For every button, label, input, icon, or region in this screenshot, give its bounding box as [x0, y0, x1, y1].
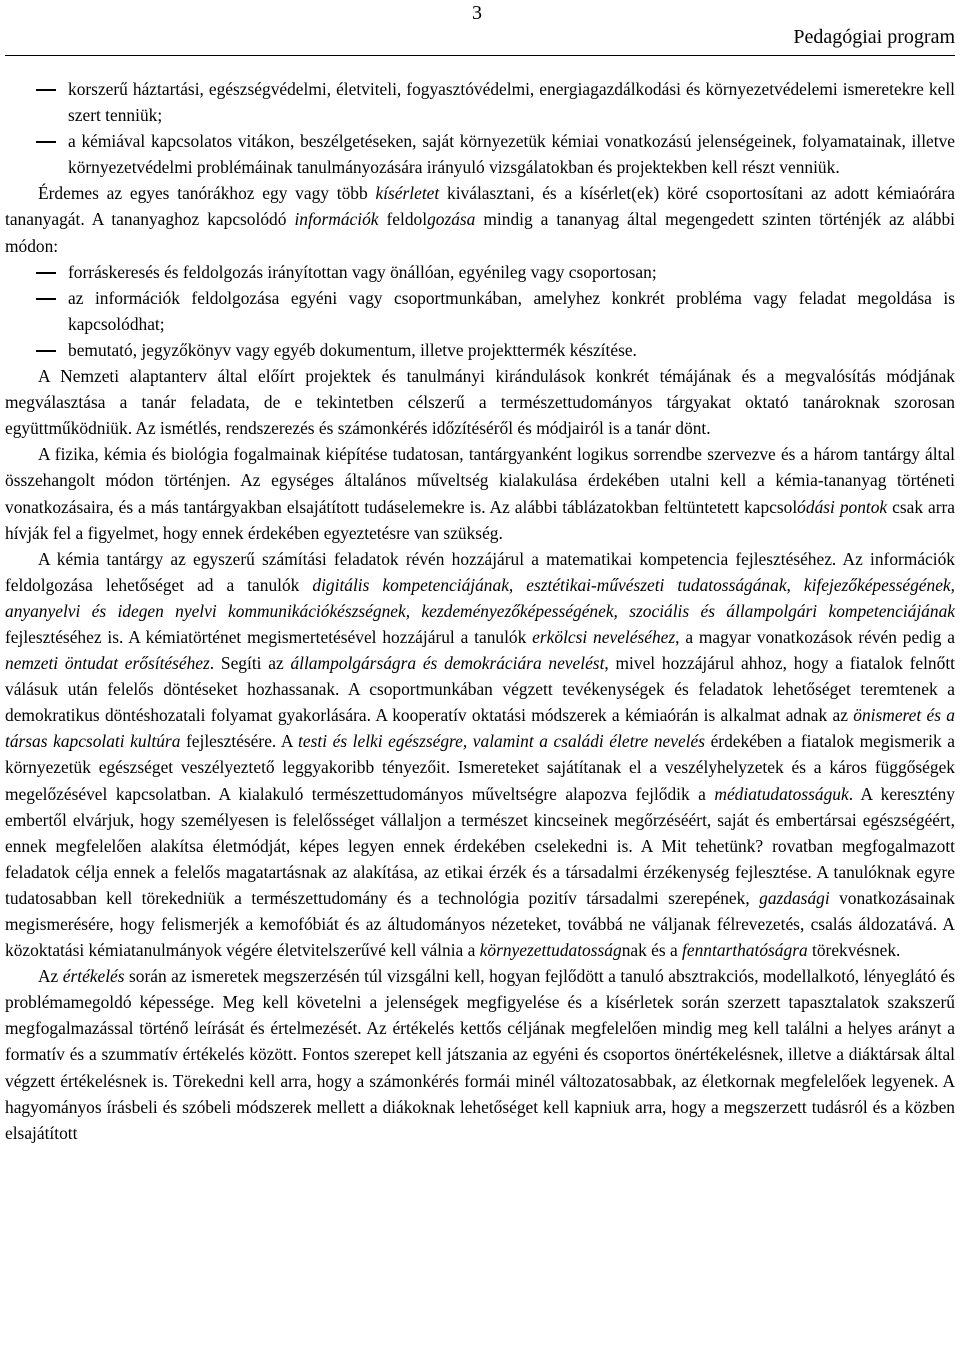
- emphasis: kísérletet: [375, 183, 440, 204]
- list-item: korszerű háztartási, egészségvédelmi, életviteli, fogyasztóvédelmi, energiagazdálkodási és környezetvédelemi ismeretekre kell szert tenniük;: [5, 76, 955, 128]
- page-header: [0, 0, 960, 56]
- paragraph-experiments: Érdemes az egyes tanórákhoz egy vagy több kísérletet kiválasztani, és a kísérlet(ek) köré csoportosítani az adott kémiaórára tananyagát. A tananyaghoz kapcsolódó információk feldolgozása mindig a tananyag által megengedett szinten történjék az alábbi módon:: [5, 183, 955, 256]
- paragraph-concepts: A fizika, kémia és biológia fogalmainak kiépítése tudatosan, tantárgyanként logikus sorrendbe szervezve és a három tantárgy által összehangolt módon történjen. Az egységes általános műveltség kialakulása érdekében utalni kell a kémia-tananyag történeti vonatkozásaira, és a más tantárgyakban elsajátított tudáselemekre is. Az alábbi táblázatokban feltüntetett kapcsolódási pontok csak arra hívják fel a figyelmet, hogy ennek érdekében egyeztetésre van szükség.: [5, 444, 955, 543]
- emphasis: állampolgárságra és demokráciára nevelést: [290, 653, 605, 674]
- running-header-title: Pedagógiai program: [793, 26, 955, 48]
- paragraph-projects: A Nemzeti alaptanterv által előírt projektek és tanulmányi kirándulások konkrét témájának és a megvalósítás módjának megválasztása a tanár feladata, de e tekintetben célszerű a természettudományos tárgyakat oktató tanároknak szorosan együttműködniük. Az ismétlés, rendszerezés és számonkérés időzítéséről és módjairól is a tanár dönt.: [5, 366, 955, 439]
- page-number: 3: [472, 2, 482, 24]
- emphasis: nemzeti öntudat erősítéséhez: [5, 653, 210, 674]
- emphasis: digitális kompetenciájának, esztétikai-művészeti tudatosságának, kifejezőképességének, anyanyelvi és idegen nyelvi kommunikációkészségnek, kezdeményezőképességének, szociális és állampolgári kompetenciájának: [5, 574, 955, 621]
- bullet-list-2: [5, 259, 955, 363]
- emphasis: információk: [294, 209, 379, 230]
- emphasis: médiatudatosságuk: [714, 783, 849, 804]
- emphasis: gazdasági: [759, 887, 830, 908]
- paragraph-evaluation: Az értékelés során az ismeretek megszerzésén túl vizsgálni kell, hogyan fejlődött a tanuló absztrakciós, modellalkotó, lényeglátó és problémamegoldó képessége. Meg kell követelni a jelenségek megfigyelése és a kísérletek során szerzett tapasztalatok szakszerű megfogalmazással történő leírását és értelmezését. Az értékelés kettős céljának megfelelően mindig meg kell találni a helyes arányt a formatív és a szummatív értékelés között. Fontos szerepet kell játszania az egyéni és csoportos önértékelésnek, illetve a diáktársak által végzett értékelésnek is. Törekedni kell arra, hogy a számonkérés formái minél változatosabbak, az életkornak megfelelőek legyenek. A hagyományos írásbeli és szóbeli módszerek mellett a diákoknak lehetőséget kell kapniuk arra, hogy a megszerzett tudásról és a közben elsajátított: [5, 966, 955, 1143]
- header-rule: [5, 55, 955, 56]
- emphasis: környezettudatosság: [479, 940, 622, 961]
- emphasis: ódási pontok: [797, 496, 888, 517]
- bullet-list-1: [5, 76, 955, 180]
- list-item: forráskeresés és feldolgozás irányítottan vagy önállóan, egyénileg vagy csoportosan;: [5, 259, 955, 285]
- paragraph-competences: A kémia tantárgy az egyszerű számítási feladatok révén hozzájárul a matematikai kompetencia fejlesztéséhez. Az információk feldolgozása lehetőséget ad a tanulók digitális kompetenciájának, esztétikai-művészeti tudatosságának, kifejezőképességének, anyanyelvi és idegen nyelvi kommunikációkészségnek, kezdeményezőképességének, szociális és állampolgári kompetenciájának fejlesztéséhez is. A kémiatörténet megismertetésével hozzájárul a tanulók erkölcsi neveléséhez, a magyar vonatkozások révén pedig a nemzeti öntudat erősítéséhez. Segíti az állampolgárságra és demokráciára nevelést, mivel hozzájárul ahhoz, hogy a fiatalok felnőtt válásuk után felelős döntéseket hozhassanak. A csoportmunkában végzett tevékenységek és feladatok lehetőséget teremtenek a demokratikus döntéshozatali folyamat gyakorlására. A kooperatív oktatási módszerek a kémiaórán is alkalmat adnak az önismeret és a társas kapcsolati kultúra fejlesztésére. A testi és lelki egészségre, valamint a családi életre nevelés érdekében a fiatalok megismerik a környezetük egészséget veszélyeztető leggyakoribb tényezőit. Ismereteket sajátítanak el a veszélyhelyzetek és a káros függőségek megelőzésével kapcsolatban. A kialakuló természettudományos műveltségre alapozva fejlődik a médiatudatosságuk. A keresztény embertől elvárjuk, hogy személyesen is felelősséget vállaljon a természet kincseinek megőrzéséért, saját és embertársai egészségéért, ennek megfelelően alakítsa életmódját, képes legyen ennek érdekében cselekedni is. A Mit tehetünk? rovatban megfogalmazott feladatok célja ennek a felelős magatartásnak az alakítása, az etikai érzék és a társadalmi érzékenység fejlesztése. A tanulóknak egyre tudatosabban kell törekedniük a természettudomány és a technológia pozitív társadalmi szerepének, gazdasági vonatkozásainak megismerésére, hogy felismerjék a kemofóbiát és az áltudományos nézeteket, továbbá ne váljanak félrevezetés, csalás áldozatává. A közoktatási kémiatanulmányok végére életvitelszerűvé kell válnia a környezettudatosságnak és a fenntarthatóságra törekvésnek.: [5, 548, 955, 961]
- emphasis: fenntarthatóságra: [682, 940, 808, 961]
- list-item: az információk feldolgozása egyéni vagy csoportmunkában, amelyhez konkrét probléma vagy feladat megoldása is kapcsolódhat;: [5, 285, 955, 337]
- emphasis: értékelés: [62, 966, 125, 987]
- list-item: a kémiával kapcsolatos vitákon, beszélgetéseken, saját környezetük kémiai vonatkozású jelenségeinek, folyamatainak, illetve környezetvédelmi problémáinak tanulmányozására irányuló vizsgálatokban és projektekben kell részt venniük.: [5, 128, 955, 180]
- emphasis: testi és lelki egészségre, valamint a családi életre nevelés: [298, 731, 705, 752]
- emphasis: önismeret és a társas kapcsolati kultúra: [5, 705, 955, 752]
- emphasis: gozása: [427, 209, 476, 230]
- document-body: [5, 76, 955, 1146]
- emphasis: erkölcsi neveléséhez: [532, 626, 676, 647]
- list-item: bemutató, jegyzőkönyv vagy egyéb dokumentum, illetve projekttermék készítése.: [5, 337, 955, 363]
